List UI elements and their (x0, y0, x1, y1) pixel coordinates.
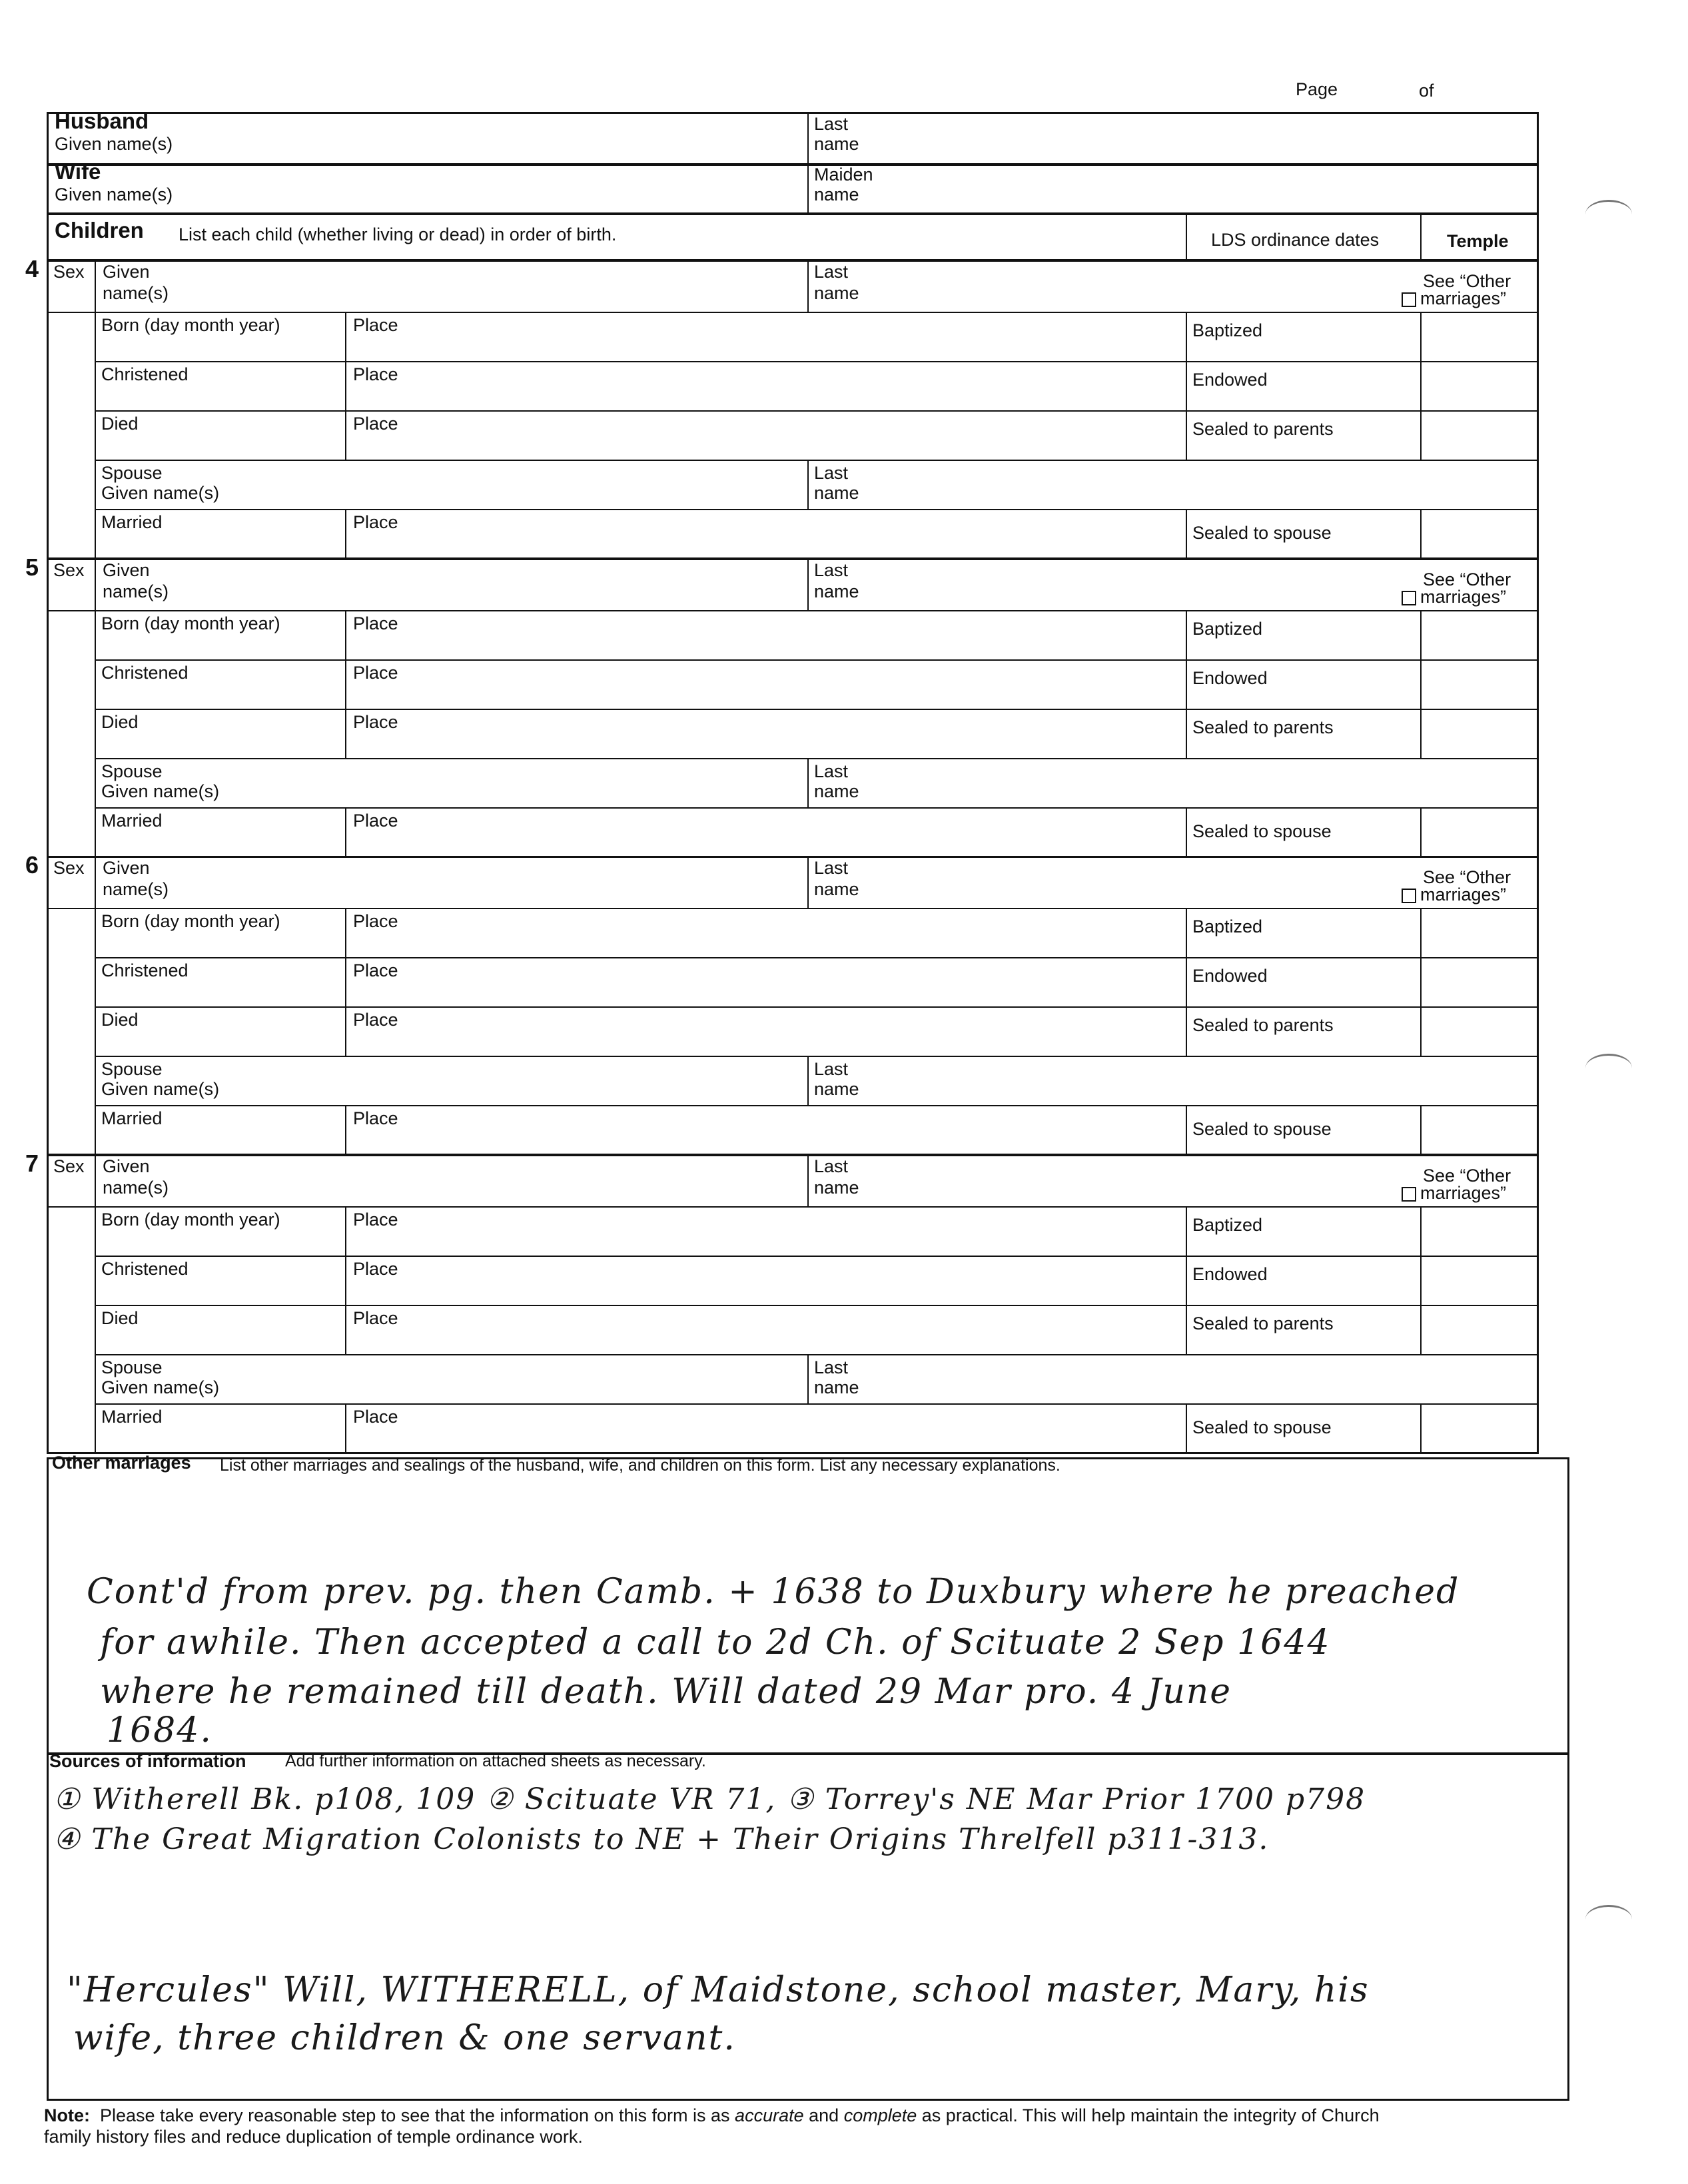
other-marriages-note-line-3: where he remained till death. Will dated 29 Mar pro. 4 June (100, 1672, 1232, 1712)
footer-note-line-1: Note: Please take every reasonable step to see that the information on this form is as accurate and complete as practical. This will help maintain the integrity of Church (44, 2105, 1380, 2125)
baptized-label: Baptized (1192, 619, 1263, 639)
given-label: Given (103, 1156, 150, 1176)
husband-last-label: Last (814, 114, 849, 134)
given-label: Given (103, 262, 150, 282)
child-number: 6 (25, 851, 39, 879)
place-label: Place (353, 315, 398, 335)
spouse-given-label: Given name(s) (101, 781, 220, 801)
wife-row[interactable] (47, 164, 1539, 214)
last-label: Last (814, 1156, 849, 1176)
sealed-spouse-label: Sealed to spouse (1192, 1417, 1332, 1437)
child-number: 5 (25, 553, 39, 581)
sealed_parents-label: Sealed to parents (1192, 1015, 1334, 1035)
sources-note-line-3: "Hercules" Will, WITHERELL, of Maidstone, school master, Mary, his (67, 1970, 1370, 2010)
sealed_parents-label: Sealed to parents (1192, 717, 1334, 737)
last-label: Last (814, 262, 849, 282)
other-marriages-checkbox[interactable]: marriages” (1402, 288, 1506, 309)
endowed-label: Endowed (1192, 668, 1268, 688)
sealed-spouse-label: Sealed to spouse (1192, 1119, 1332, 1139)
spouse-given-label: Given name(s) (101, 1377, 220, 1397)
children-title: Children (55, 218, 144, 242)
born-label: Born (day month year) (101, 315, 280, 335)
married-label: Married (101, 1108, 163, 1128)
spouse-last-label: Last (814, 1059, 849, 1079)
baptized-label: Baptized (1192, 1215, 1263, 1235)
baptized-label: Baptized (1192, 916, 1263, 936)
spouse-label: Spouse (101, 1357, 163, 1377)
sources-instruction: Add further information on attached sheets as necessary. (285, 1752, 706, 1770)
born-label: Born (day month year) (101, 911, 280, 931)
sources-note-line-2: ④ The Great Migration Colonists to NE + Their Origins Threlfell p311-313. (53, 1822, 1270, 1856)
checkbox-icon (1402, 591, 1416, 605)
christened-label: Christened (101, 364, 189, 384)
spouse-last-label-2: name (814, 483, 859, 503)
husband-row[interactable] (47, 109, 1539, 165)
baptized-label: Baptized (1192, 320, 1263, 340)
endowed-label: Endowed (1192, 966, 1268, 986)
sources-title: Sources of information (49, 1751, 246, 1771)
place-label: Place (353, 414, 398, 434)
spouse-last-label: Last (814, 463, 849, 483)
place-label: Place (353, 613, 398, 633)
child-number: 4 (25, 255, 39, 282)
place-label: Place (353, 1259, 398, 1279)
given-label: Given (103, 858, 150, 878)
spouse-given-label: Given name(s) (101, 1079, 220, 1099)
children-instruction: List each child (whether living or dead) in order of birth. (179, 224, 617, 244)
last-label-2: name (814, 1178, 859, 1198)
husband-last-label-2: name (814, 134, 859, 154)
place-label: Place (353, 712, 398, 732)
see-other-label: See “Other (1423, 1166, 1511, 1186)
other-marriages-checkbox[interactable]: marriages” (1402, 1182, 1506, 1204)
place-label: Place (353, 960, 398, 980)
place-label: Place (353, 1010, 398, 1030)
child-block (47, 558, 1539, 858)
place-label: Place (353, 512, 398, 532)
last-label: Last (814, 858, 849, 878)
binder-hole-mark (1585, 1054, 1632, 1082)
other-marriages-note-line-4: 1684. (107, 1710, 212, 1750)
wife-title: Wife (55, 159, 101, 184)
place-label: Place (353, 663, 398, 683)
other-marriages-note-line-1: Cont'd from prev. pg. then Camb. + 1638 to Duxbury where he preached (87, 1572, 1460, 1612)
spouse-last-label-2: name (814, 1079, 859, 1099)
died-label: Died (101, 1010, 139, 1030)
spouse-label: Spouse (101, 1059, 163, 1079)
sources-note-line-4: wife, three children & one servant. (73, 2018, 736, 2058)
binder-hole-mark (1585, 1905, 1632, 1934)
given-label-2: name(s) (103, 1178, 169, 1198)
sex-label: Sex (53, 858, 85, 878)
given-label-2: name(s) (103, 879, 169, 899)
last-label: Last (814, 560, 849, 580)
other-marriages-instruction: List other marriages and sealings of the husband, wife, and children on this form. List any necessary explanations. (220, 1456, 1060, 1475)
wife-maiden-label-2: name (814, 184, 859, 204)
sealed_parents-label: Sealed to parents (1192, 1313, 1334, 1333)
other-marriages-checkbox[interactable]: marriages” (1402, 884, 1506, 905)
spouse-last-label: Last (814, 1357, 849, 1377)
page-label: Page (1296, 79, 1338, 99)
child-block (47, 260, 1539, 559)
spouse-label: Spouse (101, 463, 163, 483)
last-label-2: name (814, 879, 859, 899)
place-label: Place (353, 1108, 398, 1128)
other-marriages-title: Other marriages (52, 1453, 191, 1473)
married-label: Married (101, 512, 163, 532)
died-label: Died (101, 1308, 139, 1328)
last-label-2: name (814, 283, 859, 303)
child-block (47, 856, 1539, 1156)
binder-hole-mark (1585, 200, 1632, 228)
given-label-2: name(s) (103, 581, 169, 601)
see-other-label: See “Other (1423, 867, 1511, 887)
endowed-label: Endowed (1192, 370, 1268, 390)
sealed-spouse-label: Sealed to spouse (1192, 523, 1332, 543)
footer-note-line-2: family history files and reduce duplication of temple ordinance work. (44, 2127, 583, 2147)
other-marriages-checkbox[interactable]: marriages” (1402, 586, 1506, 607)
sex-label: Sex (53, 262, 85, 282)
died-label: Died (101, 414, 139, 434)
child-block (47, 1154, 1539, 1454)
last-label-2: name (814, 581, 859, 601)
married-label: Married (101, 811, 163, 831)
checkbox-icon (1402, 889, 1416, 903)
place-label: Place (353, 1407, 398, 1427)
temple-header: Temple (1447, 231, 1509, 251)
spouse-last-label: Last (814, 761, 849, 781)
born-label: Born (day month year) (101, 613, 280, 633)
lds-ordinance-header: LDS ordinance dates (1211, 230, 1380, 250)
married-label: Married (101, 1407, 163, 1427)
endowed-label: Endowed (1192, 1264, 1268, 1284)
place-label: Place (353, 811, 398, 831)
husband-given-label: Given name(s) (55, 134, 173, 154)
spouse-label: Spouse (101, 761, 163, 781)
wife-given-label: Given name(s) (55, 184, 173, 204)
page-of-label: of (1419, 81, 1434, 101)
child-number: 7 (25, 1150, 39, 1177)
place-label: Place (353, 911, 398, 931)
christened-label: Christened (101, 1259, 189, 1279)
given-label: Given (103, 560, 150, 580)
see-other-label: See “Other (1423, 569, 1511, 589)
husband-title: Husband (55, 109, 149, 133)
place-label: Place (353, 364, 398, 384)
spouse-last-label-2: name (814, 1377, 859, 1397)
sources-note-line-1: ① Witherell Bk. p108, 109 ② Scituate VR 71, ③ Torrey's NE Mar Prior 1700 p798 (53, 1782, 1366, 1816)
sealed_parents-label: Sealed to parents (1192, 419, 1334, 439)
sealed-spouse-label: Sealed to spouse (1192, 821, 1332, 841)
place-label: Place (353, 1308, 398, 1328)
died-label: Died (101, 712, 139, 732)
checkbox-icon (1402, 292, 1416, 307)
born-label: Born (day month year) (101, 1210, 280, 1230)
christened-label: Christened (101, 960, 189, 980)
given-label-2: name(s) (103, 283, 169, 303)
spouse-given-label: Given name(s) (101, 483, 220, 503)
see-other-label: See “Other (1423, 271, 1511, 291)
christened-label: Christened (101, 663, 189, 683)
sex-label: Sex (53, 1156, 85, 1176)
place-label: Place (353, 1210, 398, 1230)
wife-maiden-label: Maiden (814, 165, 873, 184)
other-marriages-note-line-2: for awhile. Then accepted a call to 2d Ch. of Scituate 2 Sep 1644 (100, 1623, 1331, 1662)
sex-label: Sex (53, 560, 85, 580)
spouse-last-label-2: name (814, 781, 859, 801)
checkbox-icon (1402, 1187, 1416, 1202)
